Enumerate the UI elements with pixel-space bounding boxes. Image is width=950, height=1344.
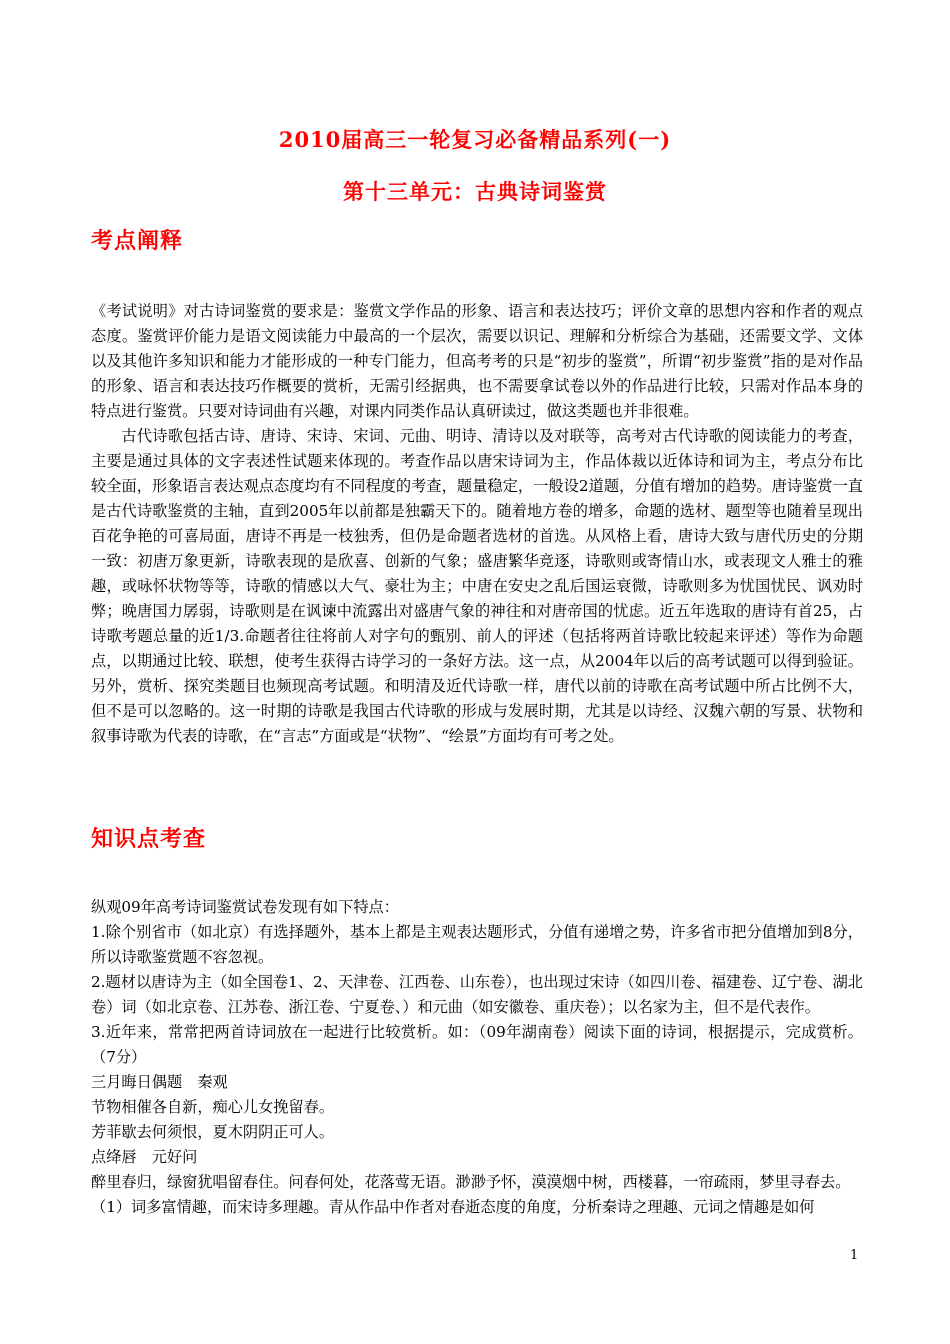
document-title: 2010届高三一轮复习必备精品系列(一) (278, 127, 672, 152)
text-line: 1.除个别省市（如北京）有选择题外，基本上都是主观表达题形式，分值有递增之势，许多省市把分值增加到8分，所以诗歌鉴赏题不容忽视。 (91, 923, 863, 966)
poem-line: 节物相催各自新，痴心儿女挽留春。 (91, 1098, 334, 1116)
poem-line: 醉里春归，绿窗犹唱留春住。问春何处，花落莺无语。渺渺予怀，漠漠烟中树，西楼暮，一帘疏雨，梦里寻春去。 (91, 1173, 851, 1191)
section-heading-knowledge-points: 知识点考查 (91, 826, 207, 852)
text-line: 2.题材以唐诗为主（如全国卷1、2、天津卷、江西卷、山东卷），也出现过宋诗（如四川卷、福建卷、辽宁卷、湖北卷）词（如北京卷、江苏卷、浙江卷、宁夏卷、）和元曲（如安徽卷、重庆卷）；以名家为主，但不是代表作。 (91, 973, 863, 1016)
paragraph: 古代诗歌包括古诗、唐诗、宋诗、宋词、元曲、明诗、清诗以及对联等，高考对古代诗歌的阅读能力的考查，主要是通过具体的文字表述性试题来体现的。考查作品以唐宋诗词为主，作品体裁以近体诗和词为主，考点分布比较全面，形象语言表达观点态度均有不同程度的考查，题量稳定，一般设2道题，分值有增加的趋势。唐诗鉴赏一直是古代诗歌鉴赏的主轴，直到2005年以前都是独霸天下的。随着地方卷的增多，命题的选材、题型等也随着呈现出百花争艳的可喜局面，唐诗不再是一枝独秀，但仍是命题者选材的首选。从风格上看，唐诗大致与唐代历史的分期一致：初唐万象更新，诗歌表现的是欣喜、创新的气象；盛唐繁华竞逐，诗歌则或寄情山水，或表现文人雅士的雅趣，或咏怀状物等等，诗歌的情感以大气、豪壮为主；中唐在安史之乱后国运衰微，诗歌则多为忧国忧民、讽劝时弊；晚唐国力孱弱，诗歌则是在讽谏中流露出对盛唐气象的神往和对唐帝国的忧虑。近五年选取的唐诗有首25，占诗歌考题总量的近1/3.命题者往往将前人对字句的甄别、前人的评述（包括将两首诗歌比较起来评述）等作为命题点，以期通过比较、联想，使考生获得古诗学习的一条好方法。这一点，从2004年以后的高考试题可以得到验证。另外，赏析、探究类题目也频现高考试题。和明清及近代诗歌一样，唐代以前的诗歌在高考试题中所占比例不大，但不是可以忽略的。这一时期的诗歌是我国古代诗歌的形成与发展时期，尤其是以诗经、汉魏六朝的写景、状物和叙事诗歌为代表的诗歌，在“言志”方面或是“状物”、“绘景”方面均有可考之处。 (91, 427, 863, 745)
poem-title: 点绛唇 元好问 (91, 1148, 198, 1166)
text-line: （1）词多富情趣，而宋诗多理趣。青从作品中作者对春逝态度的角度，分析秦诗之理趣、元词之情趣是如何 (91, 1198, 815, 1216)
poem-title: 三月晦日偶题 秦观 (91, 1073, 228, 1091)
text-line: 3.近年来，常常把两首诗词放在一起进行比较赏析。如：（09年湖南卷）阅读下面的诗词，根据提示，完成赏析。（7分） (91, 1023, 863, 1066)
document-subtitle: 第十三单元：古典诗词鉴赏 (343, 179, 607, 204)
section-body-exam-points (91, 299, 863, 749)
section-body-knowledge-points (91, 895, 863, 1220)
poem-line: 芳菲歇去何须恨，夏木阴阴正可人。 (91, 1123, 334, 1141)
paragraph: 《考试说明》对古诗词鉴赏的要求是：鉴赏文学作品的形象、语言和表达技巧；评价文章的思想内容和作者的观点态度。鉴赏评价能力是语文阅读能力中最高的一个层次，需要以识记、理解和分析综合为基础，还需要文学、文体以及其他许多知识和能力才能形成的一种专门能力，但高考考的只是“初步的鉴赏”，所谓“初步鉴赏”指的是对作品的形象、语言和表达技巧作概要的赏析，无需引经据典，也不需要拿试卷以外的作品进行比较，只需对作品本身的特点进行鉴赏。只要对诗词曲有兴趣，对课内同类作品认真研读过，做这类题也并非很难。 (91, 302, 863, 420)
text-line: 纵观09年高考诗词鉴赏试卷发现有如下特点： (91, 898, 399, 916)
section-heading-exam-points: 考点阐释 (91, 228, 184, 254)
page-number: 1 (850, 1248, 859, 1263)
